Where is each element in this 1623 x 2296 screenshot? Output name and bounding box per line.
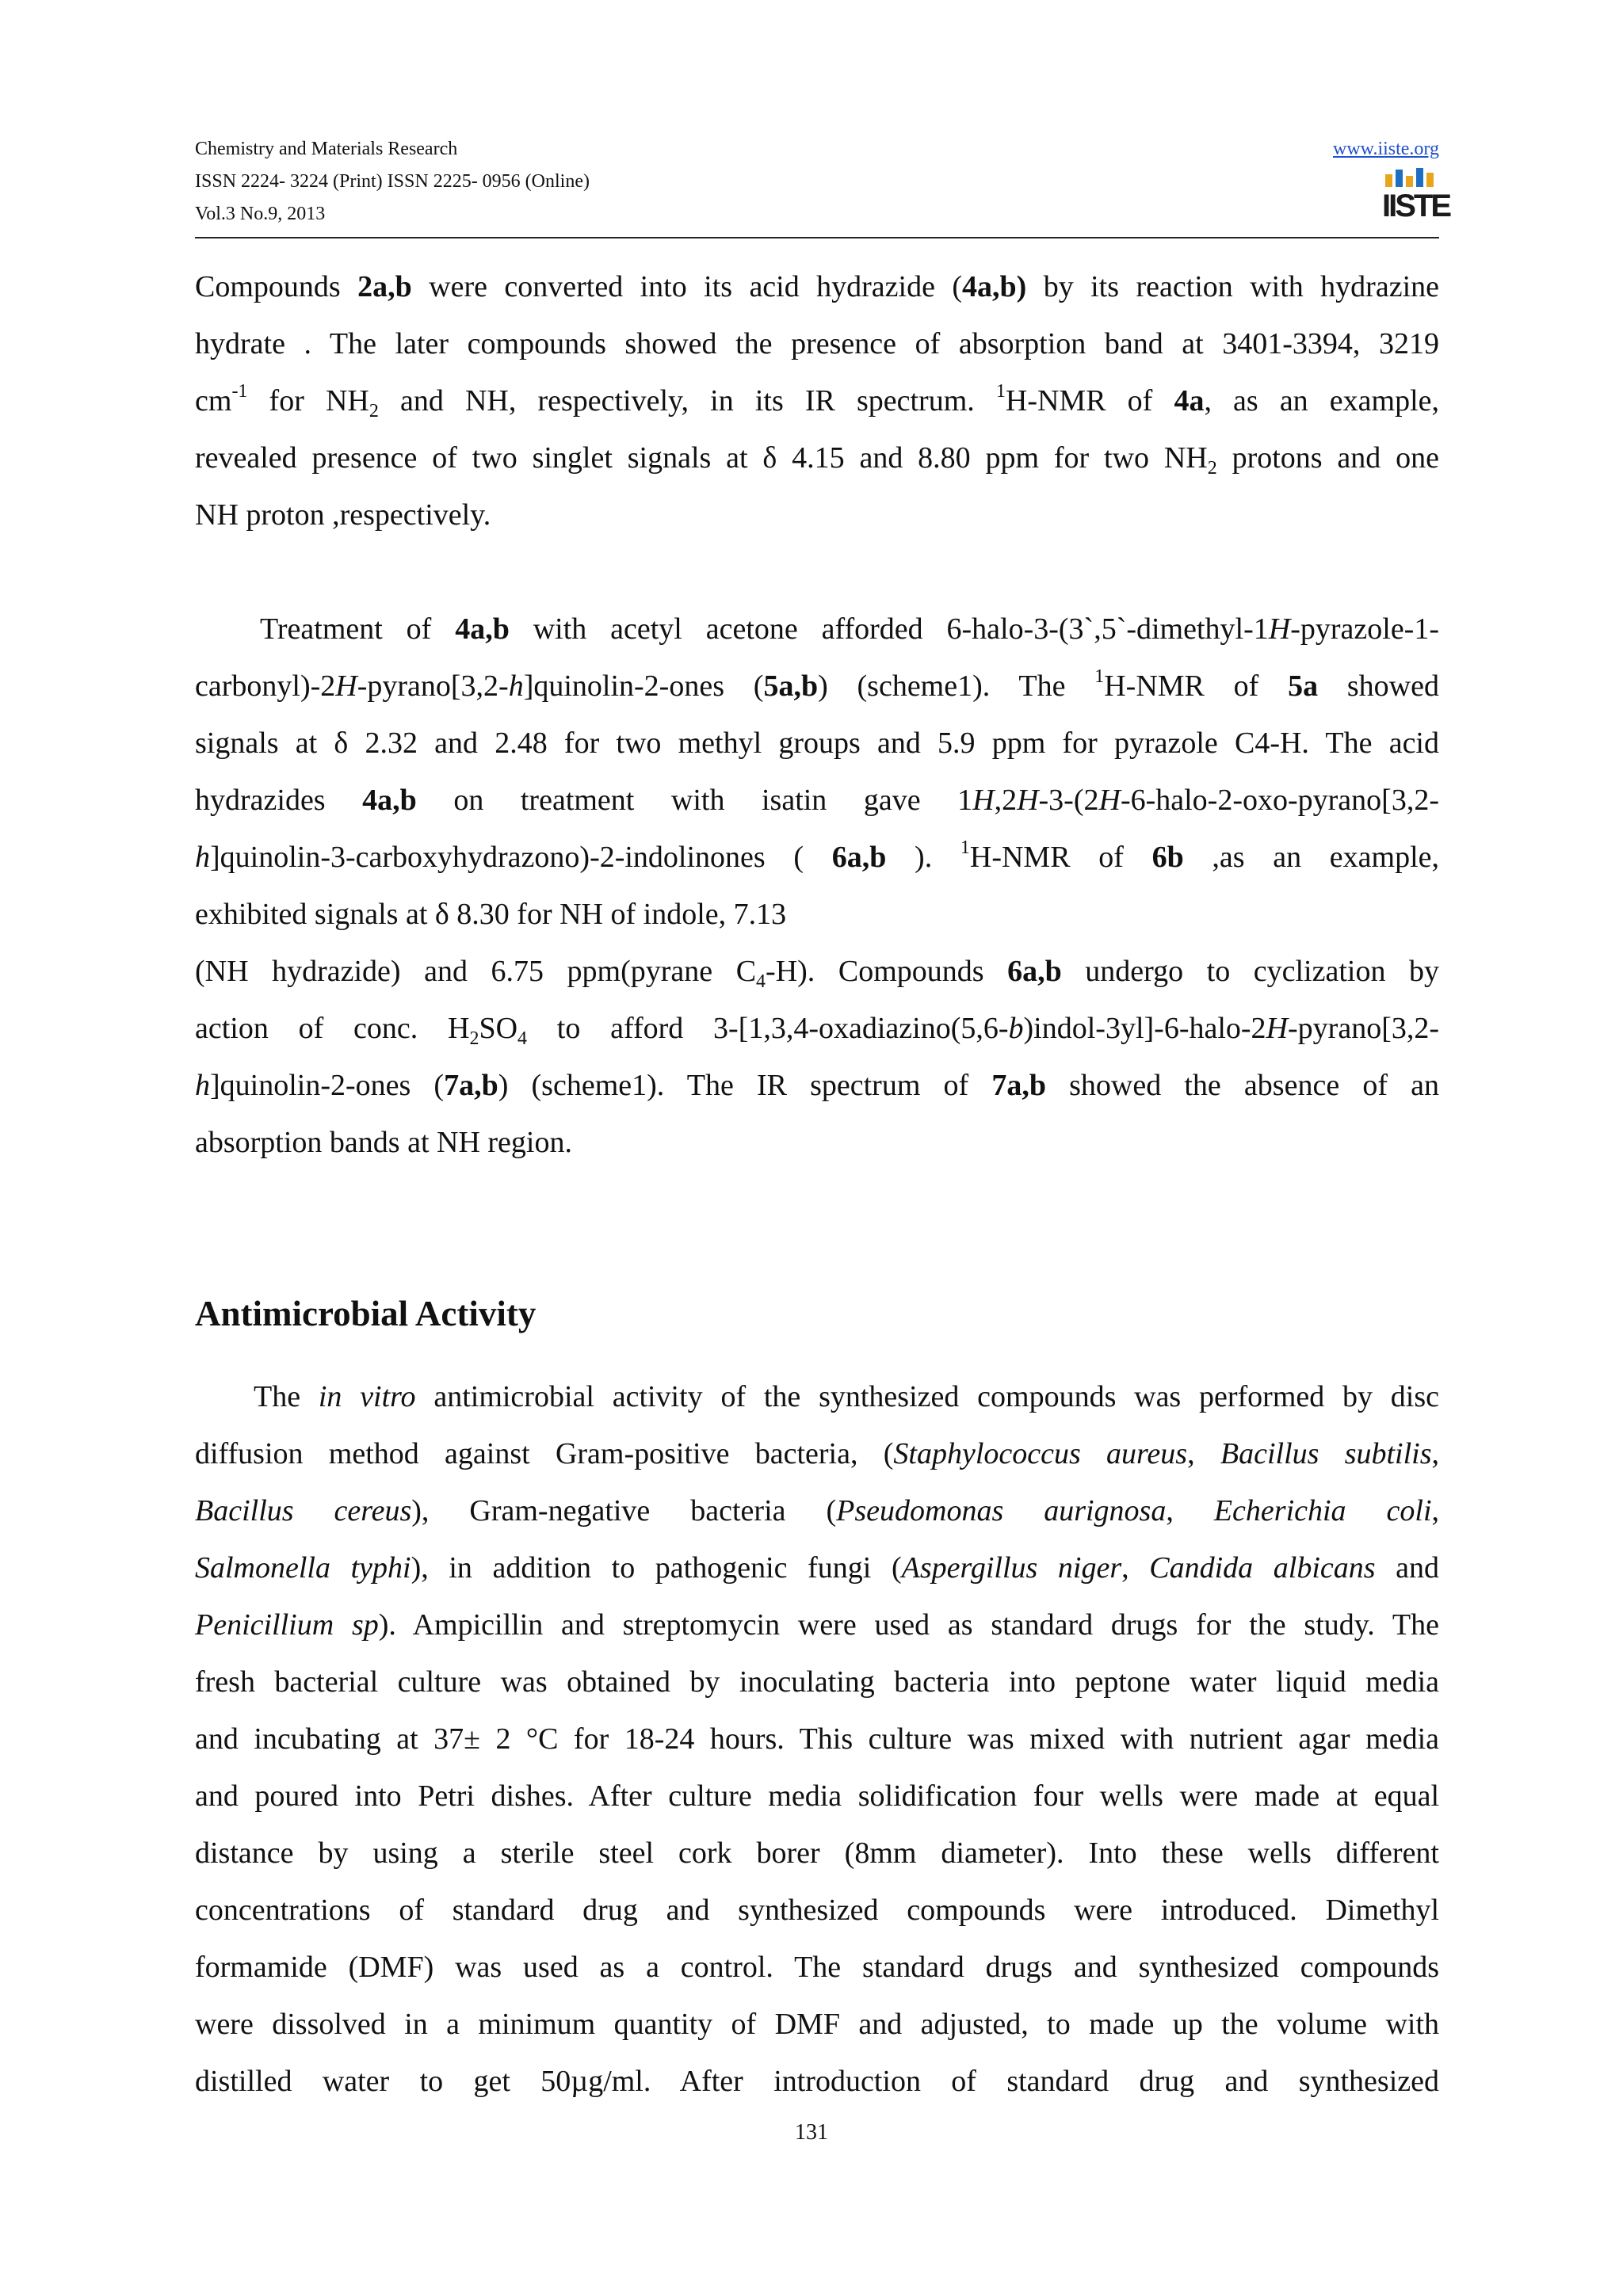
text-line: h]quinolin-2-ones (7a,b) (scheme1). The IR spectrum of 7a,b showed the absence of an <box>195 1069 1439 1102</box>
text-line: NH proton ,respectively. <box>195 498 491 532</box>
text-line: action of conc. $H_2SO_4$ to afford 3-[1,3,4-oxadiazino(5,6-b)indol-3yl]-6-halo-2H-pyrano[3,2- <box>195 1012 1439 1049</box>
text-line: Compounds 2a,b were converted into its acid hydrazide (4a,b) by its reaction with hydrazine <box>195 270 1439 303</box>
text-line: The in vitro antimicrobial activity of the synthesized compounds was performed by disc <box>254 1380 1440 1413</box>
text-line: hydrate . The later compounds showed the presence of absorption band at 3401-3394, 3219 <box>195 327 1439 360</box>
logo-bar <box>1385 174 1392 187</box>
logo-bars <box>1385 168 1436 187</box>
logo-bar <box>1416 168 1423 187</box>
text-line: h]quinolin-3-carboxyhydrazono)-2-indolinones ( 6a,b ). $^1$H-NMR of 6b ,as an example, <box>195 837 1440 874</box>
paragraph-spacer <box>195 1228 1439 1285</box>
paragraph-spacer <box>195 1171 1439 1228</box>
paragraph-spacer <box>195 543 1439 601</box>
text-line: distilled water to get 50µg/ml. After introduction of standard drug and synthesized <box>195 2065 1439 2098</box>
header-divider <box>195 237 1439 238</box>
text-line: hydrazides 4a,b on treatment with isatin gave 1H,2H-3-(2H-6-halo-2-oxo-pyrano[3,2- <box>195 784 1439 817</box>
logo-bar <box>1426 173 1434 187</box>
text-line: (NH hydrazide) and 6.75 ppm(pyrane $C_4-H$). Compounds 6a,b undergo to cyclization by <box>195 955 1439 992</box>
text-line: diffusion method against Gram-positive bacteria, (Staphylococcus aureus, Bacillus subtilis, <box>195 1437 1439 1470</box>
text-line: $cm^{-1}$ for $NH_2$ and NH, respectively, in its IR spectrum. $^1$H-NMR of 4a, as an example, <box>195 381 1440 421</box>
text-line: Bacillus cereus), Gram-negative bacteria (Pseudomonas aurignosa, Echerichia coli, <box>195 1494 1440 1527</box>
text-line: concentrations of standard drug and synthesized compounds were introduced. Dimethyl <box>195 1894 1439 1927</box>
text-line: distance by using a sterile steel cork borer (8mm diameter). Into these wells different <box>195 1836 1439 1870</box>
text-line: absorption bands at NH region. <box>195 1126 572 1159</box>
text-line: revealed presence of two singlet signals at δ 4.15 and 8.80 ppm for two $NH_2$ protons and one <box>195 441 1440 479</box>
paragraph-treatment <box>195 601 1439 1171</box>
logo-bar <box>1396 170 1403 187</box>
logo-bar <box>1406 176 1413 187</box>
text-line: Treatment of 4a,b with acetyl acetone afforded 6-halo-3-(3`,5`-dimethyl-1H-pyrazole-1- <box>260 612 1439 646</box>
text-line: and incubating at 37± 2 °C for 18-24 hours. This culture was mixed with nutrient agar media <box>195 1722 1439 1756</box>
text-line: were dissolved in a minimum quantity of DMF and adjusted, to made up the volume with <box>195 2008 1439 2041</box>
text-line: and poured into Petri dishes. After culture media solidification four wells were made at equal <box>195 1779 1439 1813</box>
text-line: Salmonella typhi), in addition to pathogenic fungi (Aspergillus niger, Candida albicans and <box>195 1551 1440 1585</box>
header-journal-info <box>195 133 590 231</box>
paragraph-antimicrobial <box>195 1368 1439 2110</box>
text-line: Penicillium sp). Ampicillin and streptomycin were used as standard drugs for the study. The <box>195 1608 1439 1642</box>
text-line: exhibited signals at δ 8.30 for NH of indole, 7.13 <box>195 898 787 931</box>
text-line: signals at δ 2.32 and 2.48 for two methyl groups and 5.9 ppm for pyrazole C4-H. The acid <box>195 727 1439 760</box>
journal-name: Chemistry and Materials Research <box>195 139 458 159</box>
text-line: formamide (DMF) was used as a control. The standard drugs and synthesized compounds <box>195 1951 1439 1984</box>
text-line: fresh bacterial culture was obtained by inoculating bacteria into peptone water liquid media <box>195 1665 1439 1699</box>
heading-spacer <box>195 1342 1439 1368</box>
journal-volume: Vol.3 No.9, 2013 <box>195 204 326 224</box>
journal-issn: ISSN 2224- 3224 (Print) ISSN 2225- 0956 (Online) <box>195 171 590 192</box>
text-line: carbonyl)-2H-pyrano[3,2-h]quinolin-2-ones (5a,b) (scheme1). The $^1$H-NMR of 5a showed <box>195 666 1439 703</box>
website-link[interactable]: www.iiste.org <box>1333 139 1439 159</box>
main-content <box>195 258 1439 2110</box>
page-header <box>195 133 1450 238</box>
paragraph-hydrazide <box>195 258 1439 543</box>
logo-text: IISTE <box>1382 189 1450 223</box>
section-heading: Antimicrobial Activity <box>195 1294 537 1333</box>
page-number: 131 <box>795 2120 828 2145</box>
iiste-logo-icon <box>1382 168 1450 228</box>
